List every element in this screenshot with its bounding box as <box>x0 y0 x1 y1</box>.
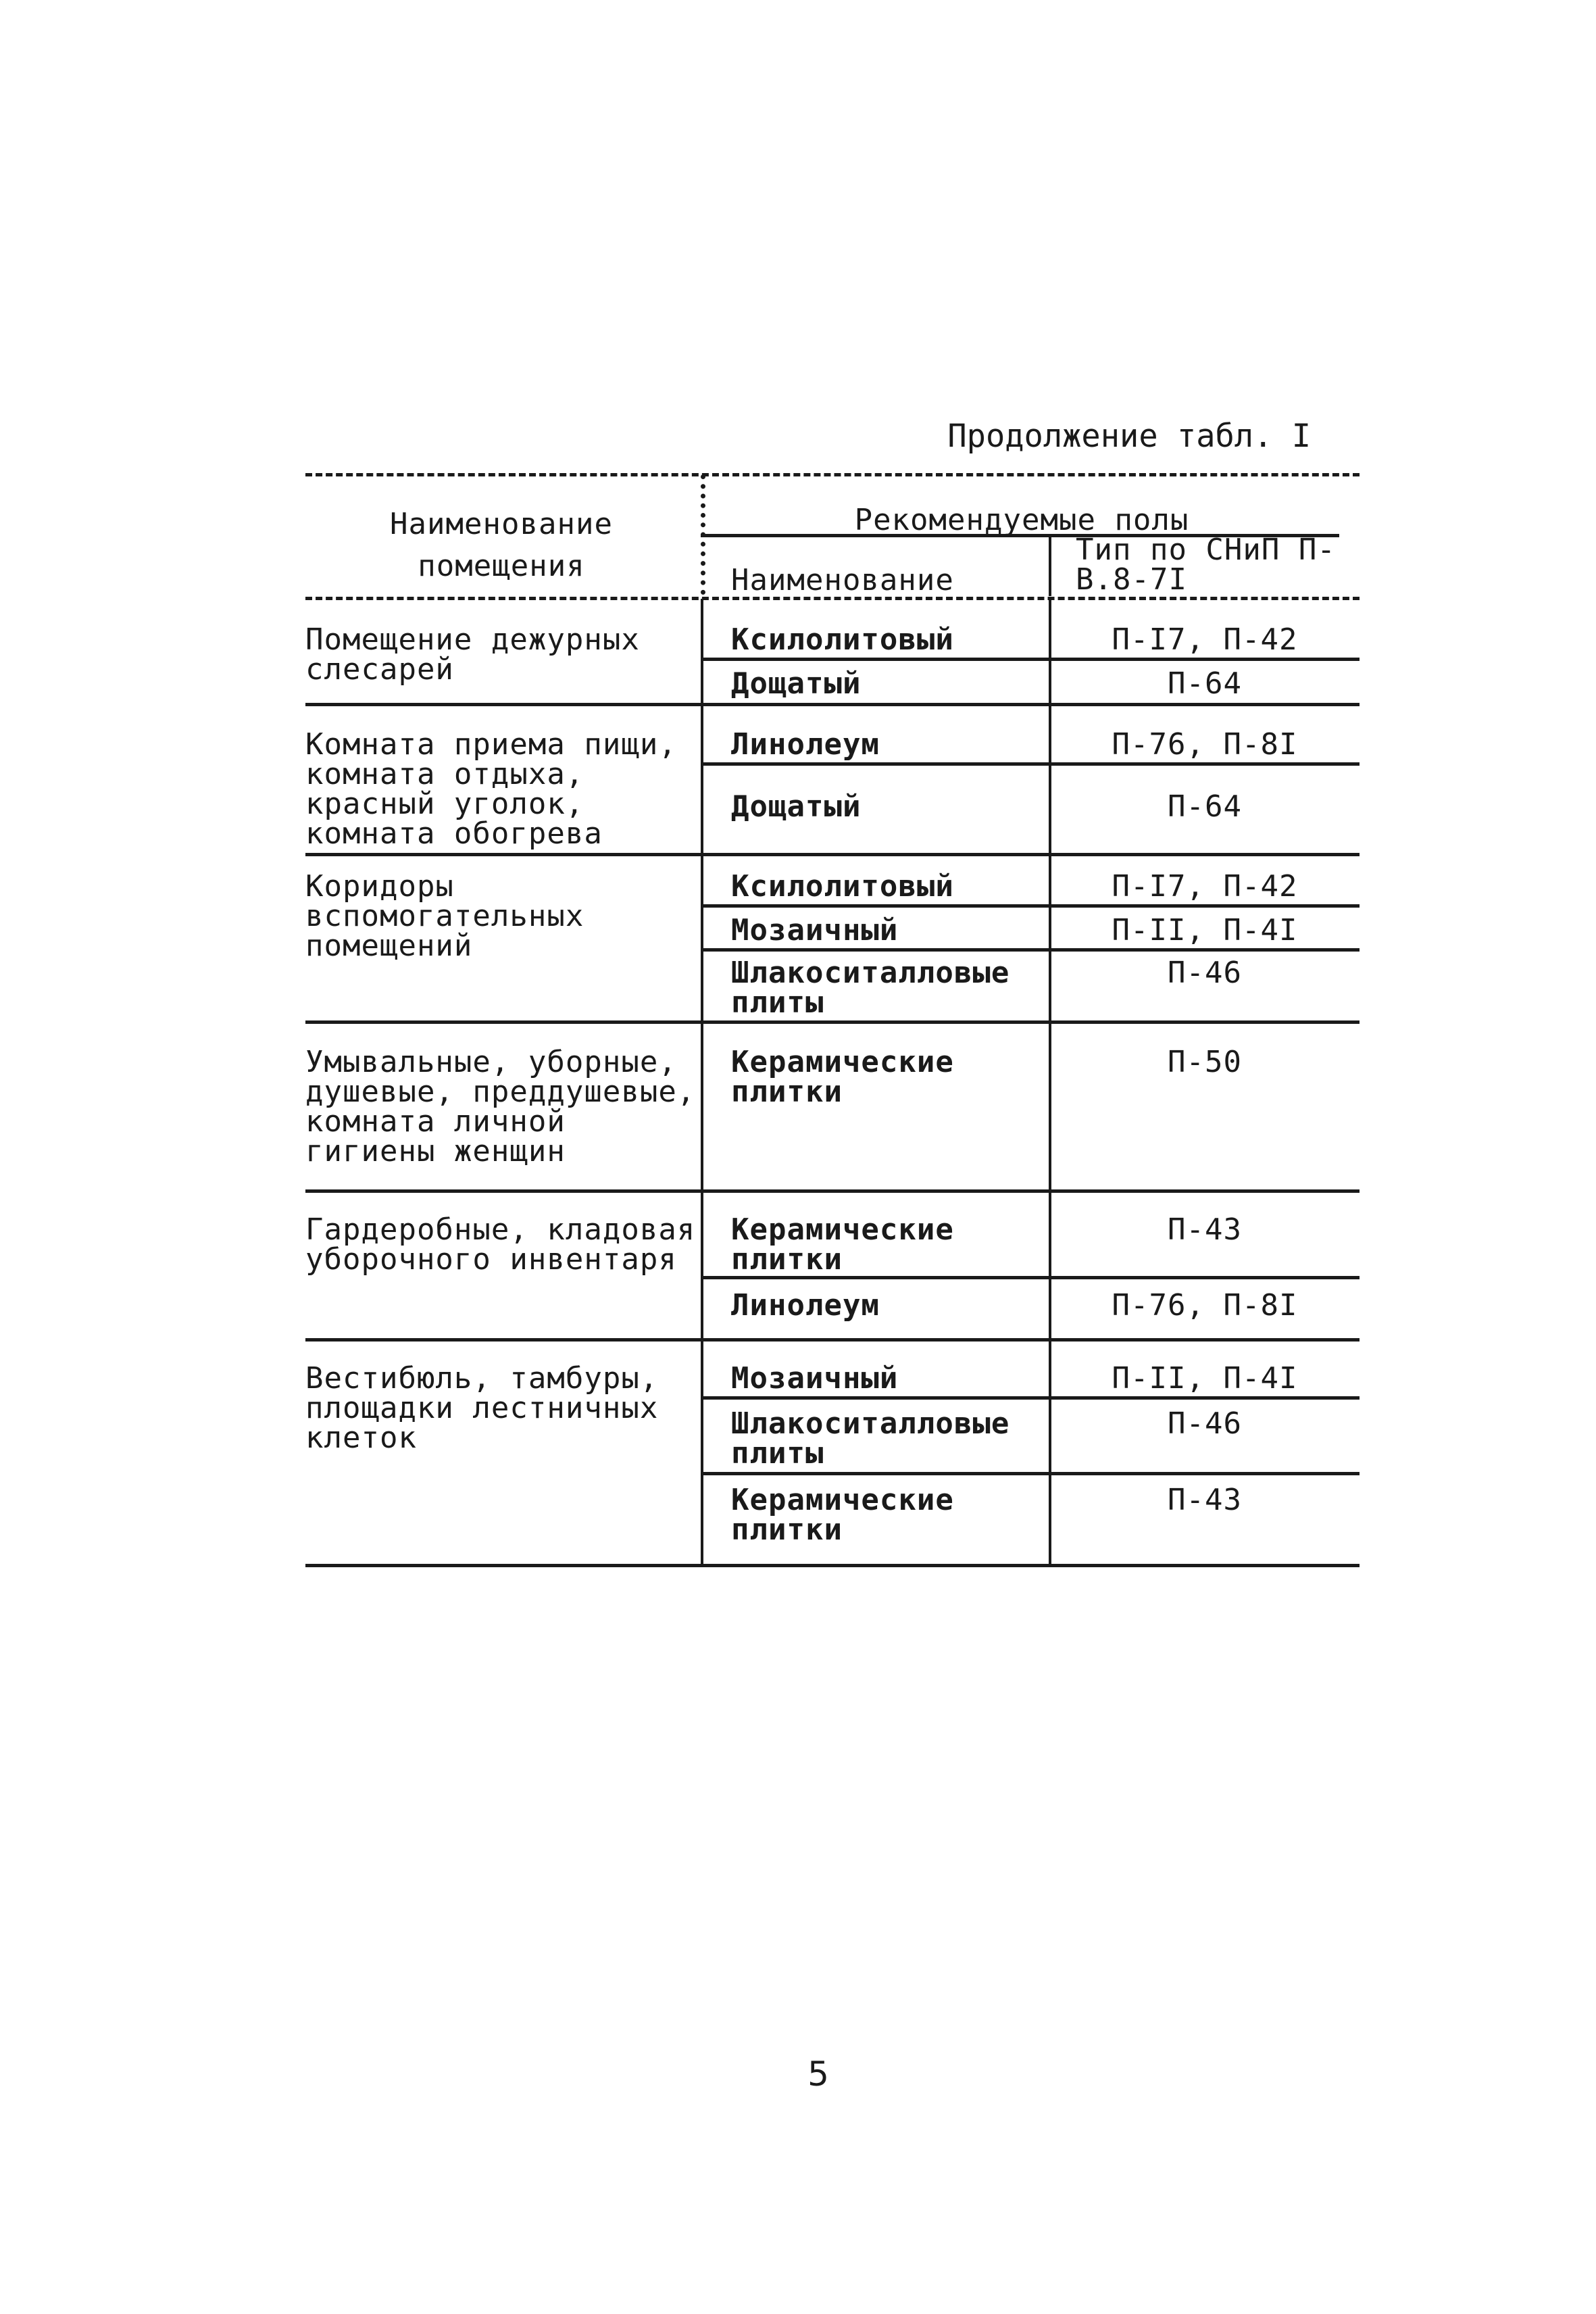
floor-name: Мозаичный <box>731 1361 899 1396</box>
floor-type: П-76, П-8I <box>1112 727 1298 762</box>
floor-name: Ксилолитовый <box>731 622 954 657</box>
row-rule <box>701 1276 1360 1279</box>
floor-type: П-II, П-4I <box>1112 1361 1298 1396</box>
group-rule <box>305 1020 1360 1024</box>
table-bottom-rule <box>305 1564 1360 1567</box>
header-room <box>305 503 697 587</box>
floor-type: П-76, П-8I <box>1112 1288 1298 1323</box>
page-number: 5 <box>807 2054 829 2094</box>
floor-type: П-I7, П-42 <box>1112 622 1298 657</box>
group-rule <box>305 853 1360 856</box>
group-rule <box>305 703 1360 706</box>
floor-type: П-43 <box>1168 1212 1242 1247</box>
floor-type: П-46 <box>1168 1406 1242 1441</box>
floors-table <box>305 473 1360 1568</box>
floor-name: Мозаичный <box>731 913 899 947</box>
floor-name: Дощатый <box>731 789 862 824</box>
floor-name: Ксилолитовый <box>731 869 954 904</box>
room-name: Комната приема пищи, комната отдыха, красный уголок, комната обогрева <box>305 727 677 851</box>
floor-name: Линолеум <box>731 1288 880 1323</box>
header-floor-type: Тип по СНиП П-В.8-7I <box>1076 533 1336 597</box>
header-group: Рекомендуемые полы <box>854 503 1189 537</box>
room-name: Вестибюль, тамбуры, площадки лестничных клеток <box>305 1361 659 1455</box>
row-rule <box>701 948 1360 952</box>
room-name: Умывальные, уборные, душевые, преддушевые, комната личной гигиены женщин <box>305 1045 696 1168</box>
row-rule <box>701 658 1360 661</box>
header-room-text: Наименование помещения <box>390 507 613 583</box>
row-rule <box>701 762 1360 766</box>
floor-type: П-II, П-4I <box>1112 913 1298 947</box>
floor-type: П-64 <box>1168 666 1242 701</box>
floor-type: П-64 <box>1168 789 1242 824</box>
row-rule <box>701 1472 1360 1475</box>
floor-name: Керамические плитки <box>731 1045 954 1109</box>
floor-type: П-43 <box>1168 1483 1242 1517</box>
table-caption: Продолжение табл. I <box>947 418 1311 455</box>
room-name: Помещение дежурных слесарей <box>305 622 640 687</box>
floor-type: П-46 <box>1168 956 1242 990</box>
floor-type: П-50 <box>1168 1045 1242 1079</box>
row-rule <box>701 1396 1360 1400</box>
room-name: Гардеробные, кладовая уборочного инвентаря <box>305 1212 696 1277</box>
floor-name: Керамические плитки <box>731 1483 954 1547</box>
floor-name: Керамические плитки <box>731 1212 954 1277</box>
room-name: Коридоры вспомогательных помещений <box>305 869 584 963</box>
floor-name: Шлакоситалловые плиты <box>731 1406 1010 1471</box>
group-rule <box>305 1338 1360 1341</box>
table-top-rule <box>305 473 1360 476</box>
floor-name: Шлакоситалловые плиты <box>731 956 1010 1020</box>
body-divider-1 <box>701 599 703 1567</box>
floor-name: Линолеум <box>731 727 880 762</box>
floor-name: Дощатый <box>731 666 862 701</box>
header-floor-name: Наименование <box>731 563 954 597</box>
header-type-separator <box>1049 535 1051 596</box>
row-rule <box>701 904 1360 908</box>
group-rule <box>305 1189 1360 1193</box>
floor-type: П-I7, П-42 <box>1112 869 1298 904</box>
